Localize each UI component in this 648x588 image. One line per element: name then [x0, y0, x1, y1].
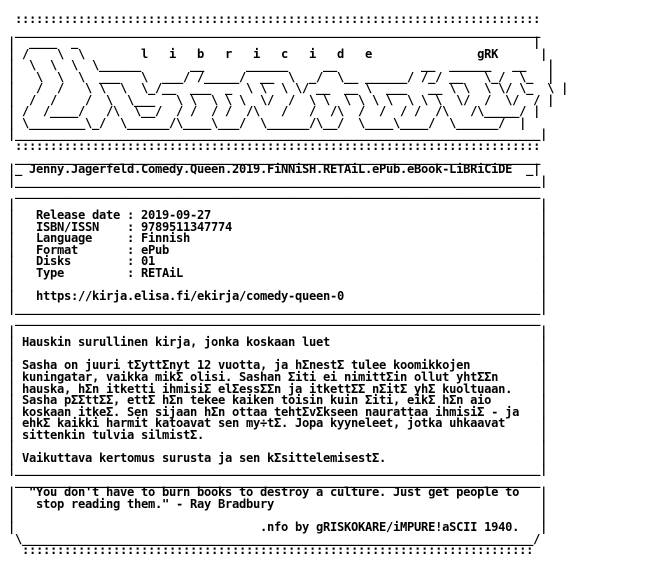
nfo-line: | |: [8, 323, 548, 338]
nfo-line: | .nfo by gRISKOKARE/iMPURE!aSCII 1940. |: [8, 520, 548, 535]
nfo-line: :::::::::::::::::::::::::::::::::::::::::::::::::::::::::::::::::::::::::::: [8, 12, 548, 26]
nfo-line: | \________\_/ \______/\____\___/ \______/\__/ \____\____/ \______/ |: [8, 115, 527, 130]
nfo-line: | Release date : 2019-09-27 |: [8, 208, 548, 223]
nfo-line: |___________________________________________________________________________|: [8, 173, 548, 188]
nfo-text-viewer: [8, 14, 568, 557]
nfo-line: | Type : RETAiL |: [8, 266, 548, 281]
nfo-line: | ISBN/ISSN : 9789511347774 |: [8, 219, 548, 234]
nfo-line: \_________________________________________________________________________/: [8, 531, 548, 546]
nfo-line: | |: [8, 346, 548, 361]
nfo-line: | / /____/ /\ \__/ / / / / /\ / / /\ / / / / /\ /\_____/ |: [8, 104, 541, 119]
nfo-line: | |: [8, 508, 548, 523]
nfo-line: | |: [8, 439, 548, 454]
nfo-line: | Format : ePub |: [8, 242, 548, 257]
nfo-line: | / \ \ l i b r i c i d e gRK |: [8, 46, 548, 61]
nfo-line: :::::::::::::::::::::::::::::::::::::::::::::::::::::::::::::::::::::::::: [8, 543, 548, 558]
nfo-line: | https://kirja.elisa.fi/ekirja/comedy-queen-0 |: [8, 289, 548, 304]
nfo-line: | Vaikuttava kertomus surusta ja sen kΣsittelemisestΣ. |: [8, 450, 548, 465]
nfo-line: :::::::::::::::::::::::::::::::::::::::::::::::::::::::::::::::::::::::::::: [8, 139, 548, 154]
nfo-line: ___________________________________________________________________________: [8, 185, 548, 200]
nfo-line: | / / \ \ \ \_/__ ___ _ \ \ \ \/ __ __ \ ___ __ \ \ \ \/ \_ \ |: [8, 81, 569, 96]
nfo-line: | hauska, hΣn itketti ihmisiΣ elΣessΣΣn ja itkettΣΣ nΣitΣ yhΣ kuoltuaan. |: [8, 381, 548, 396]
nfo-line: | koskaan itkeΣ. Sen sijaan hΣn ottaa tehtΣvΣkseen naurattaa ihmisiΣ - ja |: [8, 404, 548, 419]
nfo-line: | Language : Finnish |: [8, 231, 548, 246]
nfo-line: | |: [8, 277, 548, 292]
nfo-line: | Disks : 01 |: [8, 254, 548, 269]
nfo-line: |___________________________________________________________________________|: [8, 300, 548, 315]
nfo-line: | \ \ \ \______ __ ______ __ __ ______ __ |: [8, 58, 555, 73]
nfo-line: | ____ _ |: [8, 35, 541, 50]
nfo-line: | Hauskin surullinen kirja, jonka koskaan luet |: [8, 335, 548, 350]
nfo-line: | Sasha on juuri tΣyttΣnyt 12 vuotta, ja hΣnestΣ tulee koomikkojen |: [8, 358, 548, 373]
nfo-line: ___________________________________________________________________________: [8, 312, 548, 327]
nfo-line: |___________________________________________________________________________|: [8, 127, 548, 142]
nfo-line: ___________________________________________________________________________: [8, 150, 548, 165]
nfo-line: | \ \ \ ___ \ ___/ /_____/ __ \ _/ \__ ______/ /_/ __ \_/ \_ |: [8, 69, 555, 84]
nfo-line: | sittenkin tulvia silmistΣ. |: [8, 427, 548, 442]
nfo-line: | ehkΣ kaikki harmit katoavat sen my÷tΣ. Jopa kyyneleet, jotka uhkaavat |: [8, 416, 548, 431]
nfo-line: |___________________________________________________________________________|: [8, 462, 548, 477]
nfo-line: | |: [8, 196, 548, 211]
nfo-line: | stop reading them." - Ray Bradbury |: [8, 496, 548, 511]
nfo-line: | "You don't have to burn books to destroy a culture. Just get people to |: [8, 485, 548, 500]
nfo-line: | kuningatar, vaikka mikΣ olisi. Sashan Σiti ei nimittΣin ollut yhtΣΣn |: [8, 369, 548, 384]
nfo-line: ___________________________________________________________________________: [8, 23, 548, 38]
nfo-line: ___________________________________________________________________________: [8, 473, 548, 488]
nfo-line: | Sasha pΣΣttΣΣ, ettΣ hΣn tekee kaiken toisin kuin Σiti, eikΣ hΣn aio |: [8, 393, 548, 408]
nfo-line: | / / / \ \___ \ \ \ \ \ \/ / \ \ \ \ \ \ \ \ \ \/ / \/ / |: [8, 92, 555, 107]
nfo-line: |_ Jenny.Jagerfeld.Comedy.Queen.2019.FiNNiSH.RETAiL.ePub.eBook-LiBRiCiDE _|: [8, 162, 541, 177]
